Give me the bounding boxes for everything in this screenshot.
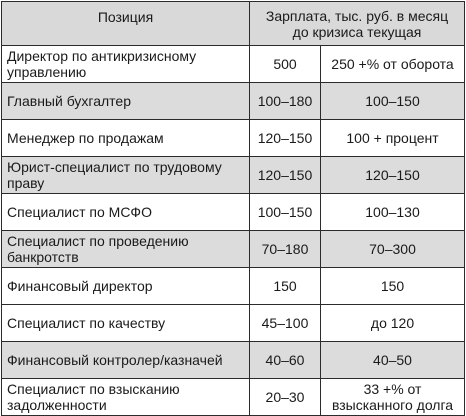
- column-header-salary: [250, 2, 465, 46]
- salary-table: [1, 1, 465, 416]
- position-cell: Финансовый контролер/казначей: [2, 342, 250, 379]
- position-cell: Специалист по проведению банкротств: [2, 231, 250, 268]
- position-cell: Специалист по качеству: [2, 305, 250, 342]
- position-cell: Менеджер по продажам: [2, 120, 250, 157]
- salary-before-cell: 45–100: [250, 305, 321, 342]
- table-row: [2, 46, 465, 83]
- table-row: [2, 379, 465, 416]
- salary-current-cell: 100–130: [321, 194, 465, 231]
- table-row: [2, 120, 465, 157]
- salary-table-container: [0, 1, 466, 413]
- table-row: [2, 268, 465, 305]
- table-row: [2, 305, 465, 342]
- salary-current-cell: 33 +% от взысканного долга: [321, 379, 465, 416]
- table-row: [2, 83, 465, 120]
- salary-before-cell: 500: [250, 46, 321, 83]
- table-row: [2, 194, 465, 231]
- salary-current-cell: 70–300: [321, 231, 465, 268]
- position-cell: Финансовый директор: [2, 268, 250, 305]
- salary-before-cell: 100–150: [250, 194, 321, 231]
- column-header-position: Позиция: [2, 2, 250, 46]
- position-cell: Директор по антикризисному управлению: [2, 46, 250, 83]
- salary-before-cell: 20–30: [250, 379, 321, 416]
- table-row: [2, 157, 465, 194]
- table-row: [2, 342, 465, 379]
- salary-before-cell: 100–180: [250, 83, 321, 120]
- salary-header-line-1: Зарплата, тыс. руб. в месяц: [265, 7, 449, 24]
- salary-current-cell: 250 +% от оборота: [321, 46, 465, 83]
- salary-current-cell: до 120: [321, 305, 465, 342]
- salary-header-line-2: до кризиса текущая: [292, 23, 422, 40]
- salary-current-cell: 100–150: [321, 83, 465, 120]
- salary-before-cell: 150: [250, 268, 321, 305]
- header-row: [2, 2, 465, 46]
- salary-current-cell: 40–50: [321, 342, 465, 379]
- position-cell: Юрист-специалист по трудовому праву: [2, 157, 250, 194]
- salary-before-cell: 40–60: [250, 342, 321, 379]
- table-header: [2, 2, 465, 46]
- table-body: [2, 46, 465, 416]
- position-cell: Специалист по МСФО: [2, 194, 250, 231]
- position-cell: Главный бухгалтер: [2, 83, 250, 120]
- salary-current-cell: 150: [321, 268, 465, 305]
- salary-current-cell: 120–150: [321, 157, 465, 194]
- position-cell: Специалист по взысканию задолженности: [2, 379, 250, 416]
- salary-before-cell: 120–150: [250, 157, 321, 194]
- salary-before-cell: 120–150: [250, 120, 321, 157]
- table-row: [2, 231, 465, 268]
- salary-current-cell: 100 + процент: [321, 120, 465, 157]
- salary-before-cell: 70–180: [250, 231, 321, 268]
